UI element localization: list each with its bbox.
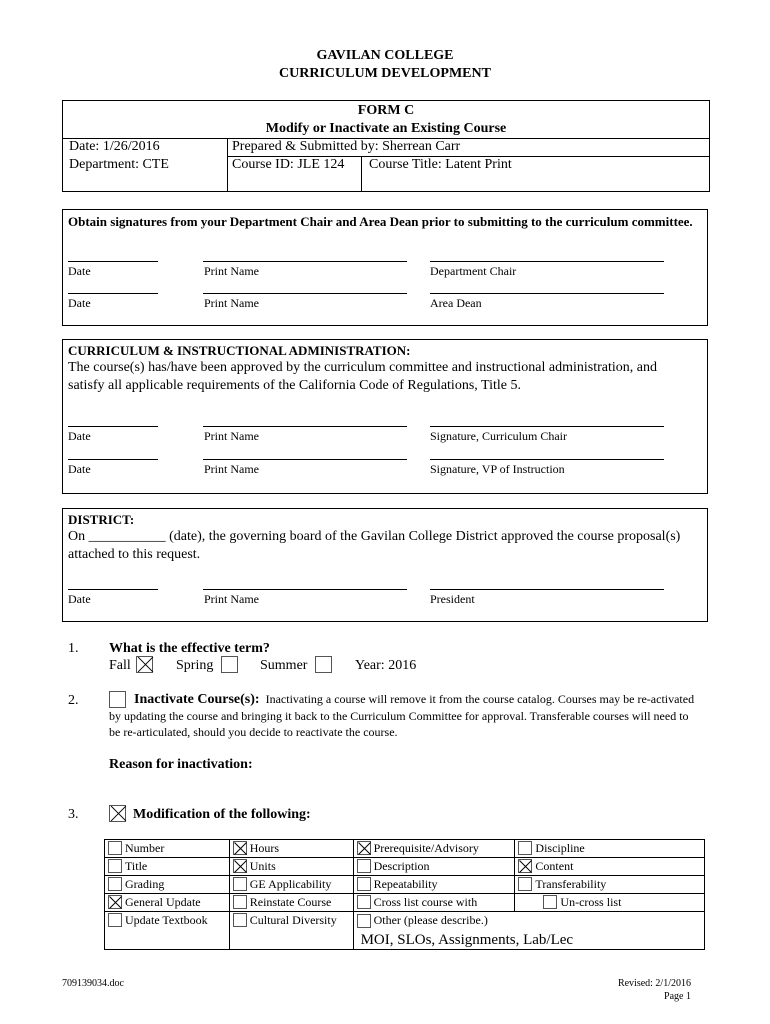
modification-checkbox[interactable]	[233, 877, 247, 891]
modification-option[interactable]	[108, 894, 226, 910]
summer-checkbox[interactable]	[315, 656, 332, 673]
modification-option[interactable]	[233, 876, 350, 892]
signatures-heading: Obtain signatures from your Department Chair and Area Dean prior to submitting to the curriculum committee.	[68, 214, 693, 229]
modification-option-label: Repeatability	[373, 877, 438, 891]
modification-cell	[105, 858, 230, 876]
modification-option[interactable]	[108, 858, 226, 874]
modification-option-label: Units	[249, 859, 276, 873]
district-print-name-label: Print Name	[204, 592, 259, 606]
footer-revised: Revised: 2/1/2016	[617, 978, 691, 989]
modification-cell	[515, 876, 705, 894]
modification-checkbox[interactable]	[233, 895, 247, 909]
course-id: Course ID: JLE 124	[232, 157, 345, 172]
q1-question: What is the effective term?	[109, 641, 270, 656]
ci-curriculum-chair-label: Signature, Curriculum Chair	[430, 429, 567, 443]
modification-row	[105, 858, 705, 876]
modification-cell	[229, 840, 353, 858]
divider	[63, 138, 709, 139]
modification-cell	[105, 912, 230, 950]
footer-doc-name: 709139034.doc	[62, 978, 124, 989]
modification-row	[105, 912, 705, 950]
modification-cell	[353, 858, 515, 876]
modification-option-label: Transferability	[535, 877, 607, 891]
modification-checkbox[interactable]	[357, 877, 371, 891]
modification-cell	[229, 858, 353, 876]
district-president-label: President	[430, 592, 475, 606]
prepared-by: Prepared & Submitted by: Sherrean Carr	[232, 139, 461, 154]
modification-checkbox[interactable]	[543, 895, 557, 909]
curriculum-heading: CURRICULUM & INSTRUCTIONAL ADMINISTRATION:	[68, 343, 411, 358]
modification-option[interactable]	[357, 840, 512, 856]
form-department: Department: CTE	[69, 157, 169, 172]
modification-option-label: Cross list course with	[373, 895, 478, 909]
form-date: Date: 1/26/2016	[69, 139, 160, 154]
modification-checkbox[interactable]	[108, 895, 122, 909]
q1-number: 1.	[68, 641, 79, 656]
modification-checkbox[interactable]	[357, 914, 371, 928]
q2-label: Inactivate Course(s):	[134, 692, 260, 707]
department-title: CURRICULUM DEVELOPMENT	[279, 66, 491, 81]
modification-option-label: GE Applicability	[249, 877, 332, 891]
q2-reason-label: Reason for inactivation:	[109, 757, 253, 772]
sig-print-name-label: Print Name	[204, 296, 259, 310]
modification-option[interactable]	[108, 840, 226, 856]
modification-option[interactable]	[543, 894, 701, 910]
q1-fall-label: Fall	[109, 658, 131, 673]
footer-page: Page 1	[664, 991, 691, 1002]
modification-cell	[353, 840, 515, 858]
modification-option[interactable]	[357, 912, 701, 949]
modification-option-label: Content	[535, 859, 574, 873]
college-name: GAVILAN COLLEGE	[316, 48, 454, 63]
modification-checkbox[interactable]	[233, 913, 247, 927]
modification-option-label: Prerequisite/Advisory	[373, 841, 479, 855]
divider	[227, 156, 709, 157]
form-subtitle: Modify or Inactivate an Existing Course	[265, 121, 507, 136]
q1-summer-label: Summer	[260, 658, 308, 673]
modification-cell	[515, 840, 705, 858]
modification-cell	[105, 840, 230, 858]
modification-row	[105, 876, 705, 894]
fall-checkbox[interactable]	[136, 656, 153, 673]
ci-date-label: Date	[68, 462, 91, 476]
modification-option-label: Un-cross list	[560, 895, 622, 909]
modification-option[interactable]	[518, 876, 701, 892]
modification-option[interactable]	[518, 840, 701, 856]
ci-print-name-label: Print Name	[204, 462, 259, 476]
modification-checkbox[interactable]	[233, 841, 247, 855]
q2-text: Inactivating a course will remove it from the course catalog. Courses may be re-activated by updating the course and bringing it back to the Curriculum Committee for approval. Transferable courses will need to be re-articulated, should you decide to reactivate the course.	[109, 692, 695, 739]
modification-table	[104, 839, 705, 950]
sig-area-dean-label: Area Dean	[430, 296, 482, 310]
modification-checkbox[interactable]	[518, 859, 532, 873]
sig-date-label: Date	[68, 296, 91, 310]
modification-option-label: Title	[125, 859, 148, 873]
curriculum-text: The course(s) has/have been approved by the curriculum committee and instructional administration, and satisfy all applicable requirements of the California Code of Regulations, Title 5.	[68, 360, 657, 393]
form-c-box	[62, 100, 710, 192]
divider	[361, 156, 362, 192]
modification-option[interactable]	[357, 876, 512, 892]
district-date-label: Date	[68, 592, 91, 606]
q3-label: Modification of the following:	[133, 807, 311, 822]
modification-checkbox[interactable]	[518, 877, 532, 891]
sig-date-label: Date	[68, 264, 91, 278]
modification-cell	[105, 876, 230, 894]
modification-option[interactable]	[233, 858, 350, 874]
modification-option[interactable]	[108, 876, 226, 892]
ci-vp-label: Signature, VP of Instruction	[430, 462, 565, 476]
modification-option[interactable]	[357, 858, 512, 874]
modification-cell	[105, 894, 230, 912]
modification-cell	[229, 876, 353, 894]
modification-option[interactable]	[518, 858, 701, 874]
modification-option-label: Cultural Diversity	[249, 913, 337, 927]
course-title: Course Title: Latent Print	[369, 157, 512, 172]
modification-checkbox[interactable]	[109, 805, 126, 822]
modification-checkbox[interactable]	[357, 841, 371, 855]
modification-checkbox[interactable]	[108, 859, 122, 873]
sig-print-name-label: Print Name	[204, 264, 259, 278]
modification-cell	[353, 894, 515, 912]
modification-option-label: Reinstate Course	[249, 895, 332, 909]
modification-option[interactable]	[108, 912, 226, 928]
modification-option-label: Grading	[125, 877, 165, 891]
modification-checkbox[interactable]	[233, 859, 247, 873]
district-text: On ___________ (date), the governing board of the Gavilan College District approved the course proposal(s) attached to this request.	[68, 529, 681, 562]
modification-option-label: Number	[125, 841, 165, 855]
modification-option-label: Hours	[249, 841, 280, 855]
modification-cell	[229, 894, 353, 912]
q3-number: 3.	[68, 807, 79, 822]
modification-checkbox[interactable]	[108, 913, 122, 927]
form-title: FORM C	[357, 103, 415, 118]
district-box	[62, 508, 708, 622]
ci-date-label: Date	[68, 429, 91, 443]
modification-row	[105, 894, 705, 912]
other-description: MOI, SLOs, Assignments, Lab/Lec	[360, 932, 574, 948]
modification-cell	[353, 912, 704, 950]
q1-year: Year: 2016	[355, 658, 417, 673]
modification-option-label: Discipline	[535, 841, 585, 855]
divider	[227, 138, 228, 192]
district-heading: DISTRICT:	[68, 512, 135, 527]
modification-checkbox[interactable]	[357, 859, 371, 873]
q2-block	[109, 691, 699, 740]
modification-option[interactable]	[233, 912, 350, 928]
modification-checkbox[interactable]	[108, 877, 122, 891]
modification-option-label: General Update	[125, 895, 201, 909]
modification-option-label: Description	[373, 859, 430, 873]
curriculum-box	[62, 339, 708, 494]
signatures-box	[62, 209, 708, 326]
modification-row	[105, 840, 705, 858]
modification-option-label: Update Textbook	[125, 913, 208, 927]
modification-cell	[229, 912, 353, 950]
modification-cell	[353, 876, 515, 894]
modification-option-label: Other (please describe.)	[373, 913, 488, 927]
modification-cell	[515, 894, 705, 912]
modification-option[interactable]	[233, 894, 350, 910]
modification-option[interactable]	[357, 894, 512, 910]
modification-option[interactable]	[233, 840, 350, 856]
modification-checkbox[interactable]	[357, 895, 371, 909]
modification-cell	[515, 858, 705, 876]
modification-checkbox[interactable]	[518, 841, 532, 855]
ci-print-name-label: Print Name	[204, 429, 259, 443]
sig-dept-chair-label: Department Chair	[430, 264, 517, 278]
q2-number: 2.	[68, 693, 79, 708]
modification-checkbox[interactable]	[108, 841, 122, 855]
q1-spring-label: Spring	[176, 658, 214, 673]
spring-checkbox[interactable]	[221, 656, 238, 673]
